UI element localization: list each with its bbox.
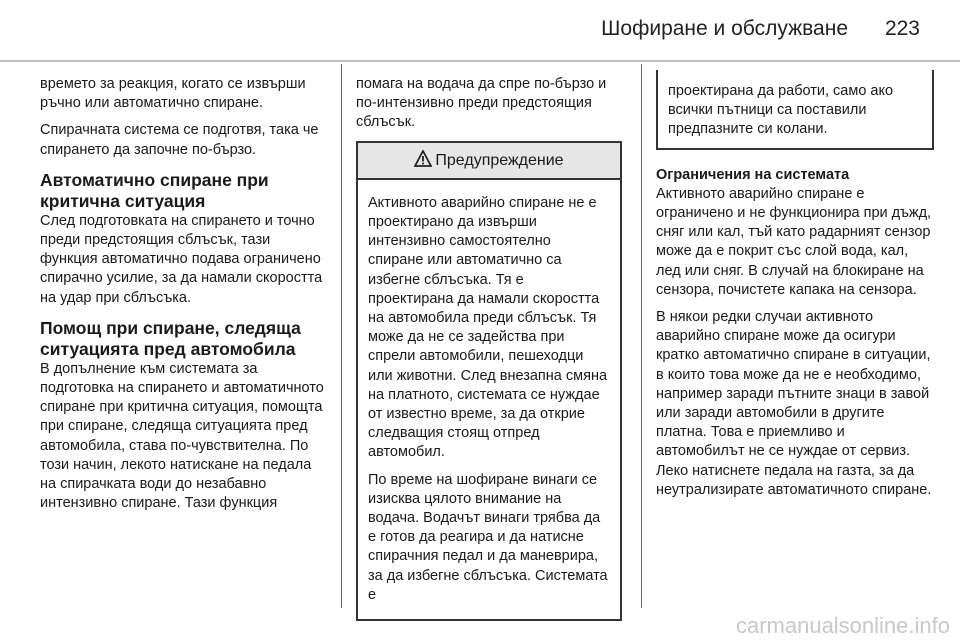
section-heading-auto-braking: Автоматично спиране при критична ситуация	[40, 169, 269, 211]
warning-paragraph-1: Активното аварийно спиране не е проектирано да извърши интензивно самостоятелно спиране или автоматично са избегне сблъсъка. Тя е проектирана да намали скоростта на автомобила преди сблъсък. Тя може да не се задейства при спрели автомобили, пешеходци или животни. След внезапна смяна на платното, системата се нуждае от известно време, за да открие следващия стоящ отпред автомобил.	[368, 194, 608, 461]
warning-title: Предупреждение	[435, 151, 564, 169]
intro-paragraph-1: времето за реакция, когато се извърши ръчно или автоматично спиране.	[40, 76, 306, 112]
column-3	[656, 70, 932, 508]
header-divider	[0, 60, 960, 62]
warning-box-continued	[656, 70, 934, 150]
warning-header	[358, 143, 620, 180]
warning-body	[358, 180, 620, 619]
page-number: 223	[884, 17, 920, 40]
section-heading-system-limits: Ограничения на системата	[656, 166, 850, 183]
warning-box	[356, 141, 622, 621]
column-divider-left	[341, 64, 342, 608]
column2-intro: помага на водача да спре по-бързо и по-интензивно преди предстоящия сблъсък.	[356, 76, 607, 131]
column-divider-right	[641, 64, 642, 608]
warning-continued-text: проектирана да работи, само ако всички пътници са поставили предпазните си колани.	[668, 83, 894, 138]
page-header	[0, 0, 960, 60]
section-body-brake-assist: В допълнение към системата за подготовка на спирането и автоматичното спиране при критична ситуация, помощта при спиране, следяща ситуацията пред автомобила, става по-чувствителна. По този начин, лекото натискане на педала на спирачката води до незабавно интензивно спиране. Тази функция	[40, 360, 324, 512]
warning-triangle-icon	[414, 150, 432, 167]
watermark: carmanualsonline.info	[735, 613, 950, 638]
limits-paragraph-2: В някои редки случаи активното аварийно спиране може да осигури кратко автоматично спиране в ситуации, в които това може да не е необходимо, например заради пътните знаци в завой или заради автомобили в другите платна. Това е приемливо и автомобилът не се нуждае от сервиз. Леко натиснете педала на газта, за да неутрализирате автоматичното спиране.	[656, 309, 932, 498]
page-title: Шофиране и обслужване	[601, 17, 848, 40]
column-1	[40, 75, 328, 521]
intro-paragraph-2: Спирачната система се подготвя, така че спирането да започне по-бързо.	[40, 122, 319, 158]
warning-paragraph-2: По време на шофиране винаги се изисква цялото внимание на водача. Водачът винаги трябва да е готов да реагира и да натисне спирачния педал и да маневрира, за да избегне сблъсъка. Системата е	[368, 471, 608, 603]
limits-paragraph-1: Активното аварийно спиране е ограничено и не функционира при дъжд, сняг или кал, тъй като радарният сензор може да е покрит със слой вода, кал, лед или сняг. В случай на блокиране на сензора, почистете капака на сензора.	[656, 185, 932, 298]
section-body-auto-braking: След подготовката на спирането и точно преди предстоящия сблъсък, тази функция автоматично подава ограничено спирачно усилие, за да намали скоростта на удар при сблъсъка.	[40, 212, 323, 306]
section-heading-brake-assist: Помощ при спиране, следяща ситуацията пред автомобила	[40, 317, 301, 359]
column-2	[356, 75, 626, 621]
